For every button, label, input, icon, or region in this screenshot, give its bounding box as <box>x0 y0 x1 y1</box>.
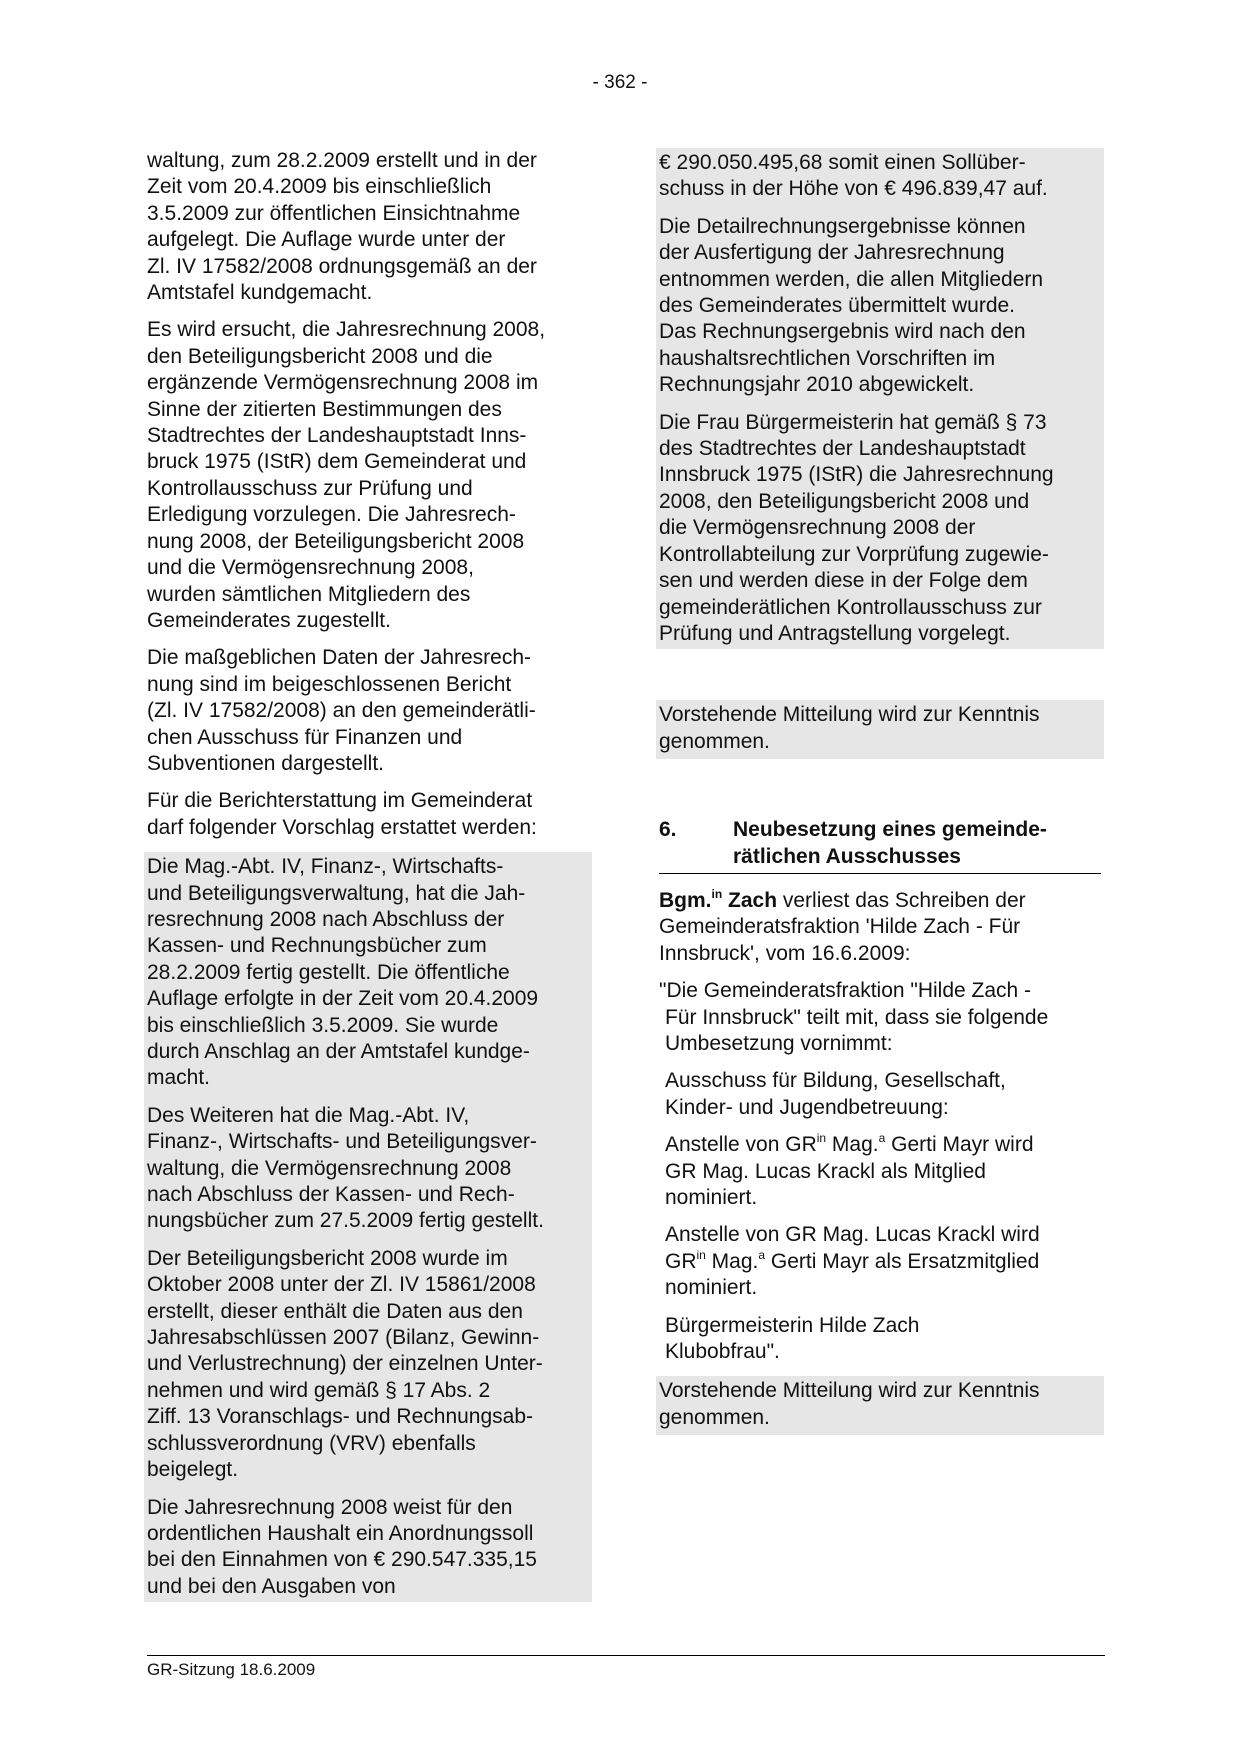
page-number: - 362 - <box>592 72 648 93</box>
quote-text: Mag. <box>826 1133 879 1157</box>
quote-paragraph <box>659 978 1101 1057</box>
proposal-paragraph: Des Weiteren hat die Mag.-Abt. IV, Finanz-, Wirtschafts- und Beteiligungsver- waltung, die Vermögensrechnung 2008 nach Abschluss der Kassen- und Rech- nungsbücher zum 27.5.2009 fertig gestellt. <box>147 1103 544 1233</box>
quote-paragraph: Bürgermeisterin Hilde Zach Klubobfrau". <box>665 1313 920 1364</box>
proposal-paragraph: Die Mag.-Abt. IV, Finanz-, Wirtschafts- und Beteiligungsverwaltung, hat die Jah- resrechnung 2008 nach Abschluss der Kassen- und Rechnungsbücher zum 28.2.2009 fertig gestellt. Die öffentliche Auflage erfolgte in der Zeit vom 20.4.2009 bis einschließlich 3.5.2009. Sie wurde durch Anschlag an der Amtstafel kundge- macht. <box>147 855 539 1090</box>
superscript: in <box>816 1131 827 1146</box>
quote-text: Anstelle von GR <box>665 1133 817 1157</box>
quote-paragraph: Ausschuss für Bildung, Gesellschaft, Kinder- und Jugendbetreuung: <box>665 1069 1006 1119</box>
superscript: a <box>758 1247 766 1262</box>
paragraph: Es wird ersucht, die Jahresrechnung 2008, den Beteiligungsbericht 2008 und die ergänzende Vermögensrechnung 2008 im Sinne der zitierten Bestimmungen des Stadtrechtes der Landeshauptstadt Inns- bruck 1975 (IStR) dem Gemeinderat und Kontrollausschuss zur Prüfung und Erledigung vorzulegen. Die Jahresrech- nung 2008, der Beteiligungsbericht 2008 und die Vermögensrechnung 2008, wurden sämtlichen Mitgliedern des Gemeinderates zugestellt. <box>147 318 546 632</box>
speaker-prefix: Bgm. <box>659 888 712 912</box>
proposal-block <box>144 852 592 1602</box>
speaker-sup: in <box>711 886 723 901</box>
page-footer <box>147 1655 1105 1680</box>
left-column <box>147 148 589 1602</box>
proposal-paragraph: Die Detailrechnungsergebnisse können der Ausfertigung der Jahresrechnung entnommen werden, die allen Mitgliedern des Gemeinderates übermittelt wurde. Das Rechnungsergebnis wird nach den haushaltsrechtlichen Vorschriften im Rechnungsjahr 2010 abgewickelt. <box>659 214 1044 397</box>
section-heading <box>659 817 1101 874</box>
speaker-text: verliest das Schreiben der <box>777 888 1026 912</box>
section-number: 6. <box>659 818 677 842</box>
quote-line: "Die Gemeinderatsfraktion "Hilde Zach - <box>659 979 1032 1003</box>
speaker-paragraph <box>659 888 1101 967</box>
proposal-paragraph: € 290.050.495,68 somit einen Sollüber- schuss in der Höhe von € 496.839,47 auf. <box>659 151 1048 201</box>
quote-text: Gerti Mayr als Ersatzmitglied <box>765 1249 1040 1273</box>
quote-text: Gerti Mayr wird <box>885 1133 1034 1157</box>
paragraph: Die maßgeblichen Daten der Jahresrech- nung sind im beigeschlossenen Bericht (Zl. IV 17582/2008) an den gemeinderätli- chen Ausschuss für Finanzen und Subventionen dargestellt. <box>147 646 536 775</box>
speaker-text-continued: Gemeinderatsfraktion 'Hilde Zach - Für Innsbruck', vom 16.6.2009: <box>659 915 1021 965</box>
superscript: a <box>878 1131 886 1146</box>
quote-text: GR <box>665 1249 697 1273</box>
proposal-paragraph: Die Jahresrechnung 2008 weist für den ordentlichen Haushalt ein Anordnungssoll bei den Einnahmen von € 290.547.335,15 und bei den Ausgaben von <box>147 1495 537 1598</box>
paragraph: waltung, zum 28.2.2009 erstellt und in der Zeit vom 20.4.2009 bis einschließlich 3.5.2009 zur öffentlichen Einsichtnahme aufgelegt. Die Auflage wurde unter der Zl. IV 17582/2008 ordnungsgemäß an der Amtstafel kundgemacht. <box>147 149 537 305</box>
proposal-paragraph: Der Beteiligungsbericht 2008 wurde im Oktober 2008 unter der Zl. IV 15861/2008 erstellt, dieser enthält die Daten aus den Jahresabschlüssen 2007 (Bilanz, Gewinn- und Verlustrechnung) der einzelnen Unter- nehmen und wird gemäß § 17 Abs. 2 Ziff. 13 Voranschlags- und Rechnungsab- schlussverordnung (VRV) ebenfalls beigelegt. <box>147 1246 543 1482</box>
footer-text: GR-Sitzung 18.6.2009 <box>147 1660 316 1679</box>
quote-text-rest: GR Mag. Lucas Krackl als Mitglied nominiert. <box>665 1159 986 1209</box>
right-column <box>659 148 1101 1446</box>
quote-line: Anstelle von GR Mag. Lucas Krackl wird <box>665 1223 1040 1247</box>
superscript: in <box>696 1247 706 1262</box>
quote-line-rest: Für Innsbruck" teilt mit, dass sie folgende Umbesetzung vornimmt: <box>665 1005 1049 1055</box>
paragraph: Für die Berichterstattung im Gemeinderat darf folgender Vorschlag erstattet werden: <box>147 789 537 839</box>
quote-paragraph <box>659 1132 1101 1211</box>
proposal-block-continued <box>656 148 1104 649</box>
quote-text: Mag. <box>705 1249 759 1273</box>
speaker-name: Zach <box>728 888 778 912</box>
section-title: Neubesetzung eines gemeinde- rätlichen Ausschusses <box>733 818 1047 868</box>
notice-acknowledged: Vorstehende Mitteilung wird zur Kenntnis genommen. <box>656 700 1104 759</box>
proposal-paragraph: Die Frau Bürgermeisterin hat gemäß § 73 des Stadtrechtes der Landeshauptstadt Innsbruck 1975 (IStR) die Jahresrechnung 2008, den Beteiligungsbericht 2008 und die Vermögensrechnung 2008 der Kontrollabteilung zur Vorprüfung zugewie- sen und werden diese in der Folge dem gemeinderätlichen Kontrollausschuss zur Prüfung und Antragstellung vorgelegt. <box>659 410 1054 645</box>
notice-acknowledged: Vorstehende Mitteilung wird zur Kenntnis genommen. <box>656 1376 1104 1435</box>
quote-text-rest: nominiert. <box>665 1276 758 1300</box>
quote-paragraph <box>659 1222 1101 1301</box>
